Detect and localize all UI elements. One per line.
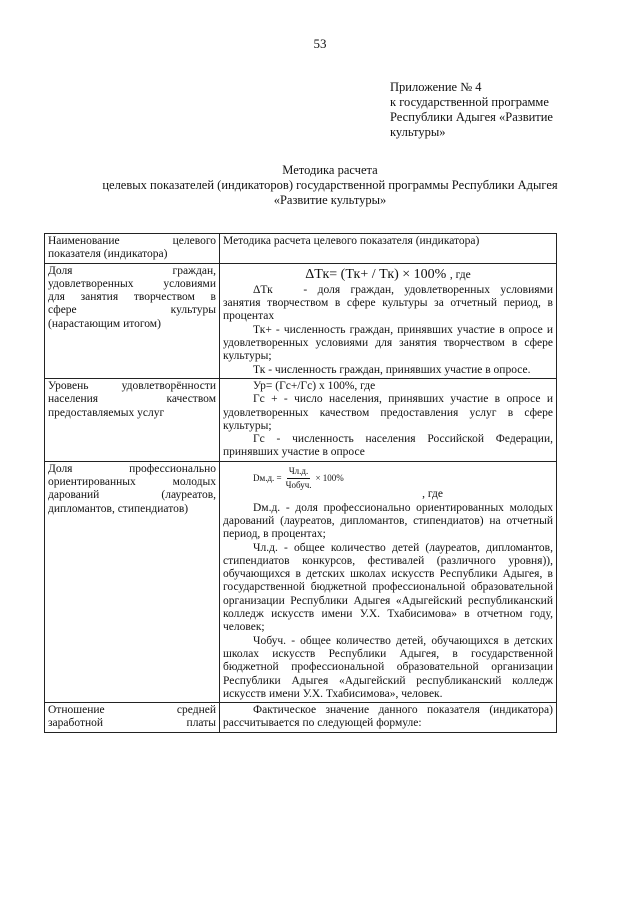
- title-line: «Развитие культуры»: [273, 193, 387, 207]
- method-cell: [220, 378, 557, 461]
- indicators-table: [44, 233, 557, 733]
- indicator-name-line: (нарастающим итогом): [48, 317, 161, 330]
- indicator-name-line: Доля граждан,: [48, 264, 216, 277]
- page-number: 53: [313, 36, 327, 51]
- formula-numerator: Чл.д.: [287, 465, 310, 479]
- table-row: [45, 378, 557, 461]
- indicator-name-line: Уровень удовлетворённости: [48, 379, 216, 392]
- appendix-header: [390, 80, 580, 140]
- indicator-name-line: сфере культуры: [48, 304, 216, 317]
- indicator-name-cell: [45, 461, 220, 702]
- indicator-name-cell: [45, 263, 220, 378]
- formula-text: ΔТк= (Тк+ / Тк) × 100%: [305, 266, 447, 282]
- formula-rhs: × 100%: [315, 472, 344, 483]
- appendix-line: культуры»: [390, 125, 446, 139]
- header-text: Наименование целевого: [48, 235, 216, 247]
- definition: Тк+ - численность граждан, принявших участие в опросе и удовлетворенных условиями для занятия творчеством в сфере культуры;: [223, 323, 553, 363]
- formula-fraction: [284, 465, 314, 493]
- appendix-line: к государственной программе: [390, 95, 549, 109]
- indicator-name-line: предоставляемых услуг: [48, 406, 165, 419]
- definition: Чл.д. - общее количество детей (лауреатов, дипломантов, стипендиатов конкурсов, фестивалей (различного уровня)), обучающихся в детских школах искусств Республики Адыгея, в государственной бюджетной профессиональной образовательной организации Республики Адыгея «Адыгейский республиканский колледж искусств имени У.Х. Тхабисимова» в отчетном году, человек;: [223, 541, 553, 634]
- method-cell: [220, 263, 557, 378]
- method-cell: [220, 703, 557, 733]
- definition: Dм.д. - доля профессионально ориентированных молодых дарований (лауреатов, дипломантов, стипендиатов) на отчетный период, в процентах;: [223, 501, 553, 541]
- document-title: [60, 163, 600, 208]
- table-row: [45, 703, 557, 733]
- formula-where: , где: [449, 268, 471, 281]
- formula-denominator: Чобуч.: [285, 480, 312, 491]
- header-text: показателя (индикатора): [48, 248, 168, 261]
- title-line: целевых показателей (индикаторов) государственной программы Республики Адыгея: [102, 178, 558, 192]
- formula-lhs: Dм.д. =: [253, 472, 282, 483]
- formula-where: , где: [422, 488, 443, 501]
- definition: [223, 284, 553, 324]
- indicator-name-line: ориентированных молодых: [48, 476, 216, 489]
- indicator-name-line: заработной платы: [48, 717, 216, 730]
- table-row: [45, 263, 557, 378]
- indicator-name-line: дарований (лауреатов,: [48, 489, 216, 502]
- formula: [223, 268, 553, 282]
- definition: Чобуч. - общее количество детей, обучающихся в детских школах искусств Республики Адыгея, в государственной бюджетной профессиональной образовательной организации Республики Адыгея «Адыгейский республиканский колледж искусств имени У.Х. Тхабисимова», человек.: [223, 634, 553, 700]
- indicator-name-cell: [45, 703, 220, 733]
- appendix-line: Приложение № 4: [390, 80, 482, 94]
- definition: Гс + - число населения, принявших участие в опросе и удовлетворенных качеством предоставления услуг в сфере культуры;: [223, 393, 553, 432]
- definition-symbol: ΔТк: [253, 283, 273, 296]
- method-cell: [220, 461, 557, 702]
- header-text: Методика расчета целевого показателя (индикатора): [223, 235, 480, 247]
- formula: Ур= (Гс+/Гс) х 100%, где: [253, 379, 376, 392]
- table-header-row: [45, 234, 557, 264]
- title-line: Методика расчета: [282, 163, 378, 177]
- header-cell-name: [45, 234, 220, 264]
- header-cell-method: [220, 234, 557, 264]
- indicator-name-line: дипломантов, стипендиатов): [48, 502, 189, 515]
- definition-text: - доля граждан, удовлетворенных условиями занятия творчеством в сфере культуры за отчетный период, в процентах: [223, 283, 553, 323]
- indicator-name-line: населения качеством: [48, 393, 216, 406]
- indicator-name-line: удовлетворенных условиями: [48, 277, 216, 290]
- appendix-line: Республики Адыгея «Развитие: [390, 110, 553, 124]
- indicator-name-line: для занятия творчеством в: [48, 291, 216, 304]
- definition: Тк - численность граждан, принявших участие в опросе.: [253, 363, 531, 376]
- indicator-name-cell: [45, 378, 220, 461]
- indicator-name-line: Отношение средней: [48, 704, 216, 717]
- definition: Фактическое значение данного показателя (индикатора) рассчитывается по следующей формуле:: [223, 704, 553, 730]
- indicator-name-line: Доля профессионально: [48, 462, 216, 475]
- definition: Гс - численность населения Российской Федерации, принявших участие в опросе: [223, 433, 553, 459]
- table-row: [45, 461, 557, 702]
